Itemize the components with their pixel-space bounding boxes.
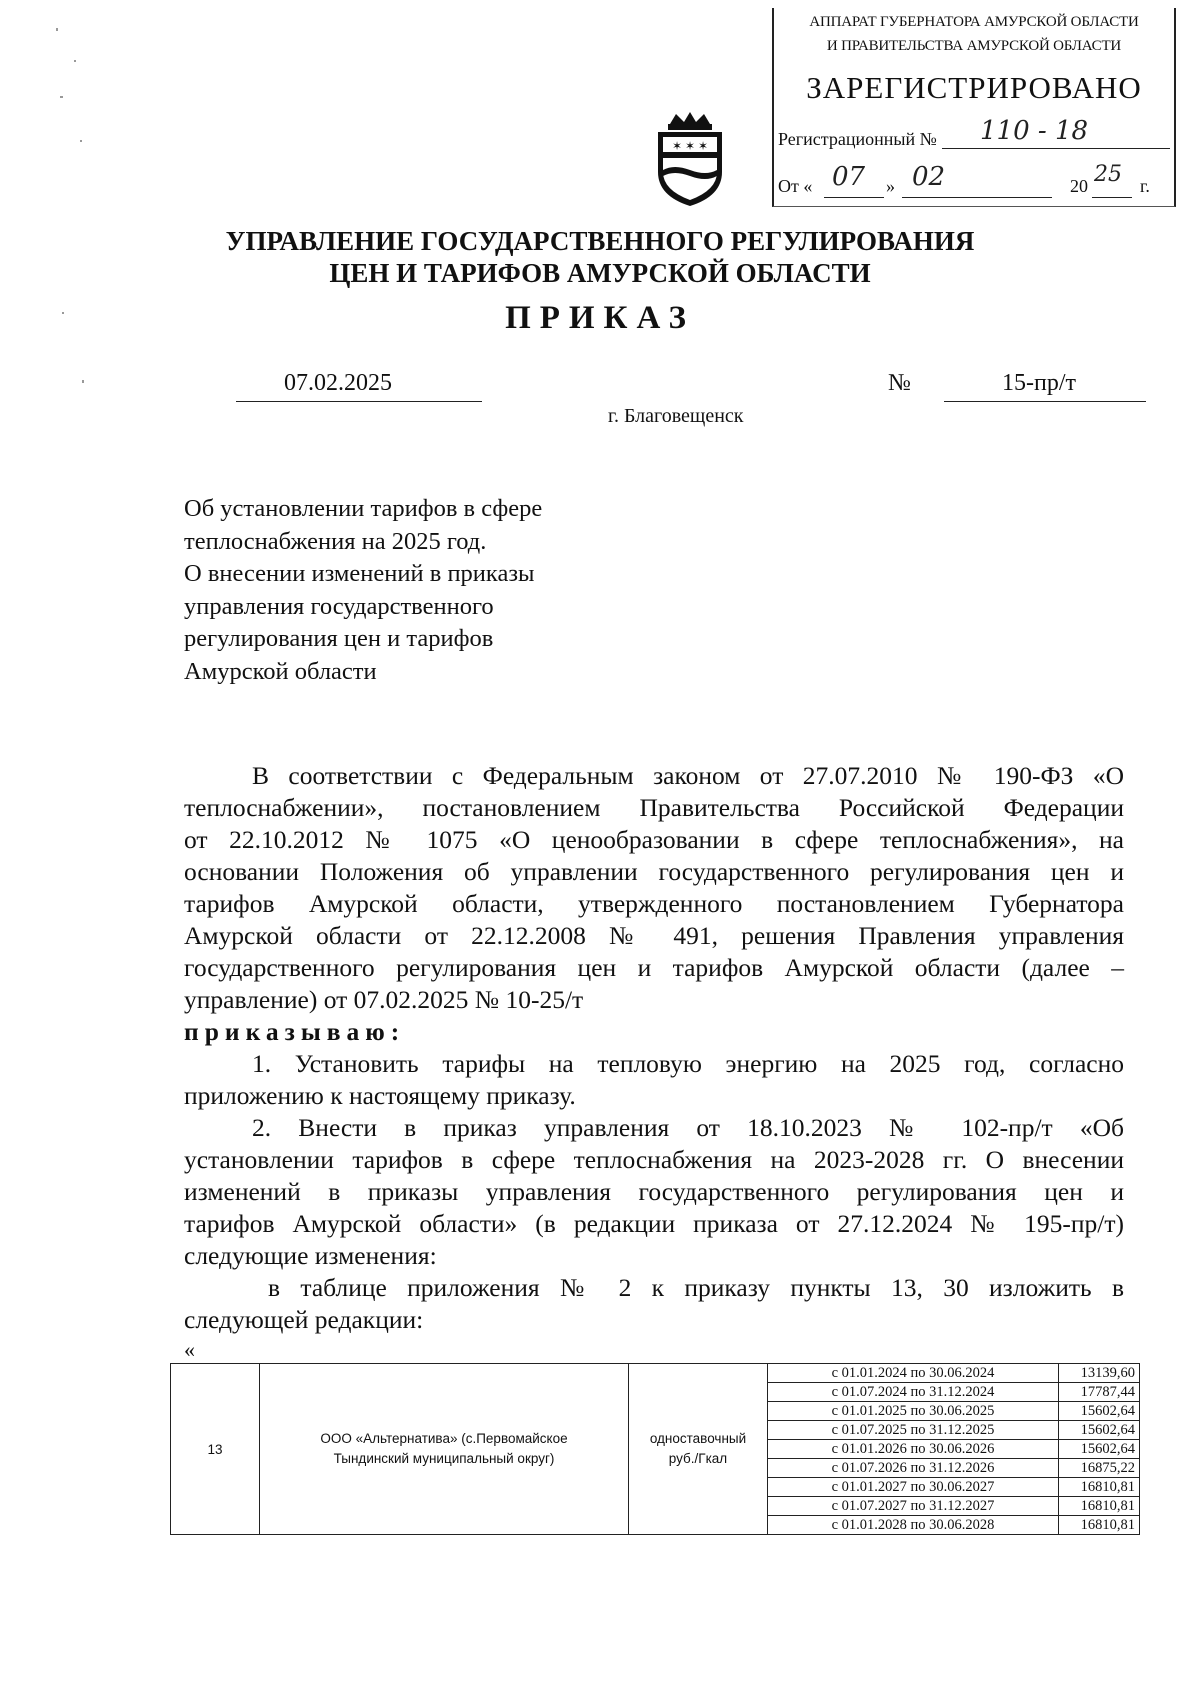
order-number: 15-пр/т <box>1002 370 1076 396</box>
preamble-line: Амурской области от 22.12.2008 № 491, решения Правления управления <box>184 921 1124 950</box>
stamp-year-g: г. <box>1140 176 1150 196</box>
tariff-value-cell: 15602,64 <box>1059 1421 1140 1440</box>
preamble-line: В соответствии с Федеральным законом от 27.07.2010 № 190-ФЗ «О <box>252 761 1124 790</box>
table-row <box>171 1364 1140 1383</box>
item1-line: приложению к настоящему приказу. <box>184 1081 576 1110</box>
subject-line: регулирования цен и тарифов <box>184 625 494 652</box>
tariff-value-cell: 16810,81 <box>1059 1516 1140 1535</box>
order-date-underline <box>236 401 482 402</box>
preamble-line: управление) от 07.02.2025 № 10-25/т <box>184 985 584 1014</box>
stamp-date-prefix: От « <box>778 176 813 196</box>
stamp-year-prefix: 20 <box>1070 176 1088 196</box>
stamp-date-quote: » <box>886 176 895 196</box>
tariff-value-cell: 13139,60 <box>1059 1364 1140 1383</box>
tariff-table <box>170 1363 1140 1535</box>
stamp-reg-number-underline <box>942 148 1170 149</box>
period-cell: с 01.01.2027 по 30.06.2027 <box>768 1478 1059 1497</box>
tariff-unit-line: руб./Гкал <box>668 1451 728 1466</box>
order-number-underline <box>944 401 1146 402</box>
preamble-line: государственного регулирования цен и тарифов Амурской области (далее – <box>184 953 1124 982</box>
tariff-type-line: одноставочный <box>649 1431 747 1446</box>
subject-line: О внесении изменений в приказы <box>184 560 535 587</box>
scan-speck <box>80 140 82 142</box>
subject-line: управления государственного <box>184 592 494 620</box>
item2-line: установлении тарифов в сфере теплоснабжения на 2023-2028 гг. О внесении <box>184 1145 1124 1174</box>
subject-line: Об установлении тарифов в сфере <box>184 495 543 522</box>
scan-speck <box>60 96 63 98</box>
org-title-line1: УПРАВЛЕНИЕ ГОСУДАРСТВЕННОГО РЕГУЛИРОВАНИЯ <box>225 226 975 256</box>
svg-text:✶: ✶ <box>698 139 709 153</box>
stamp-date-day: 07 <box>832 162 866 192</box>
period-cell: с 01.01.2024 по 30.06.2024 <box>768 1364 1059 1383</box>
period-cell: с 01.01.2028 по 30.06.2028 <box>768 1516 1059 1535</box>
item2-line: 2. Внести в приказ управления от 18.10.2023 № 102-пр/т «Об <box>252 1113 1124 1142</box>
stamp-org-line2: И ПРАВИТЕЛЬСТВА АМУРСКОЙ ОБЛАСТИ <box>826 38 1122 54</box>
stamp-reg-number-label: Регистрационный № <box>778 129 937 149</box>
document-type: ПРИКАЗ <box>505 300 695 336</box>
tariff-value-cell: 16810,81 <box>1059 1497 1140 1516</box>
preamble-line: основании Положения об управлении государственного регулирования цен и <box>184 857 1124 886</box>
scan-speck <box>56 28 58 31</box>
organization-line: Тындинский муниципальный округ) <box>333 1451 555 1466</box>
organization-cell <box>260 1364 629 1535</box>
item2-line: тарифов Амурской области» (в редакции приказа от 27.12.2024 № 195-пр/т) <box>184 1209 1124 1238</box>
tariff-value-cell: 15602,64 <box>1059 1402 1140 1421</box>
preamble-line: от 22.10.2012 № 1075 «О ценообразовании в сфере теплоснабжения», на <box>184 825 1124 854</box>
scan-speck <box>82 380 84 383</box>
item2-detail-line: в таблице приложения № 2 к приказу пункты 13, 30 изложить в <box>268 1273 1124 1302</box>
order-subject <box>184 493 542 688</box>
preamble-line: теплоснабжении», постановлением Правительства Российской Федерации <box>184 793 1124 822</box>
subject-line: Амурской области <box>184 657 377 685</box>
stamp-year-suffix: 25 <box>1094 162 1122 187</box>
tariff-value-cell: 16875,22 <box>1059 1459 1140 1478</box>
tariff-value-cell: 16810,81 <box>1059 1478 1140 1497</box>
scan-speck <box>74 60 76 62</box>
stamp-month-underline <box>902 197 1052 198</box>
open-quote: « <box>184 1337 195 1362</box>
preamble <box>184 760 1124 1364</box>
item2-detail-line: следующей редакции: <box>184 1305 424 1334</box>
stamp-registered: ЗАРЕГИСТРИРОВАНО <box>806 70 1142 105</box>
tariff-value-cell: 17787,44 <box>1059 1383 1140 1402</box>
period-cell: с 01.01.2026 по 30.06.2026 <box>768 1440 1059 1459</box>
stamp-date-month: 02 <box>912 162 946 192</box>
tariff-value-cell: 15602,64 <box>1059 1440 1140 1459</box>
order-date: 07.02.2025 <box>284 370 392 396</box>
organization-line: ООО «Альтернатива» (с.Первомайское <box>320 1431 568 1446</box>
period-cell: с 01.07.2025 по 31.12.2025 <box>768 1421 1059 1440</box>
stamp-reg-number-value: 110 - 18 <box>980 116 1089 146</box>
order-number-sign: № <box>888 370 911 396</box>
order-word: приказываю: <box>184 1017 406 1046</box>
period-cell: с 01.01.2025 по 30.06.2025 <box>768 1402 1059 1421</box>
coat-of-arms-icon <box>650 110 730 210</box>
preamble-line: тарифов Амурской области, утвержденного постановлением Губернатора <box>184 889 1124 918</box>
registration-stamp <box>772 8 1176 207</box>
item1-line: 1. Установить тарифы на тепловую энергию на 2025 год, согласно <box>252 1049 1124 1078</box>
item2-line: изменений в приказы управления государственного регулирования цен и <box>184 1177 1124 1206</box>
period-cell: с 01.07.2026 по 31.12.2026 <box>768 1459 1059 1478</box>
org-title-line2: ЦЕН И ТАРИФОВ АМУРСКОЙ ОБЛАСТИ <box>329 258 871 288</box>
stamp-org-line1: АППАРАТ ГУБЕРНАТОРА АМУРСКОЙ ОБЛАСТИ <box>809 14 1139 30</box>
row-number-cell: 13 <box>171 1364 260 1535</box>
svg-text:✶: ✶ <box>685 139 696 153</box>
period-cell: с 01.07.2027 по 31.12.2027 <box>768 1497 1059 1516</box>
period-cell: с 01.07.2024 по 31.12.2024 <box>768 1383 1059 1402</box>
svg-text:✶: ✶ <box>672 139 683 153</box>
tariff-type-cell <box>629 1364 768 1535</box>
item2-line: следующие изменения: <box>184 1241 437 1270</box>
city: г. Благовещенск <box>608 405 744 427</box>
subject-line: теплоснабжения на 2025 год. <box>184 527 487 555</box>
stamp-day-underline <box>824 197 884 198</box>
stamp-year-underline <box>1092 197 1132 198</box>
